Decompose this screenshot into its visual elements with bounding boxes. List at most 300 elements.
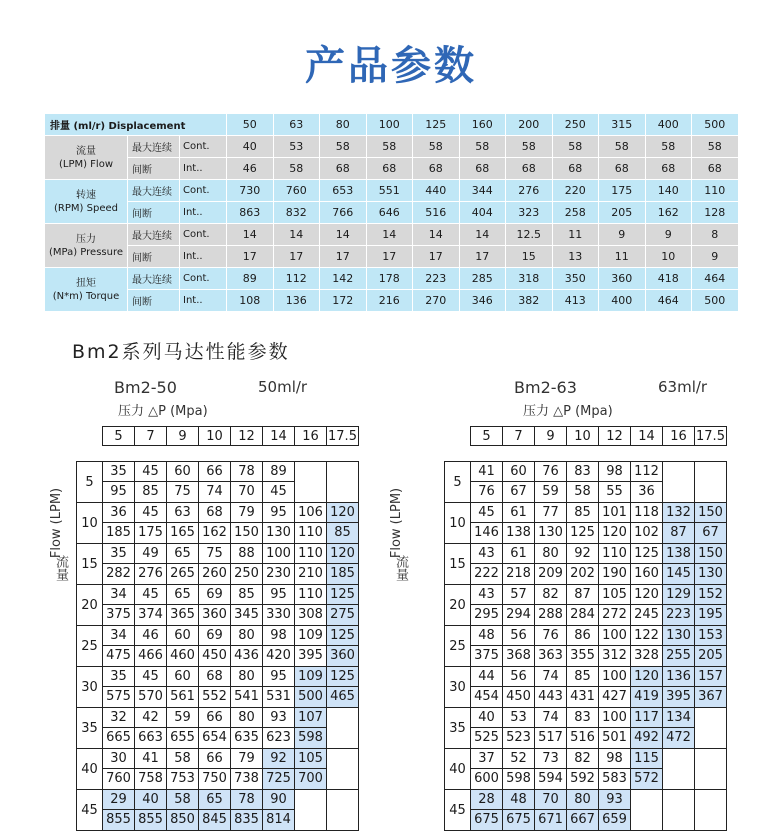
spec-cell: 14	[366, 224, 413, 246]
torque-value: 65	[199, 790, 230, 810]
speed-value: 395	[298, 648, 323, 663]
grid-cell	[503, 749, 535, 790]
torque-value: 109	[295, 667, 326, 687]
displacement-value: 315	[599, 114, 646, 136]
grid-cell	[135, 708, 167, 749]
speed-value: 162	[202, 525, 227, 540]
pressure-value: 14	[263, 427, 295, 446]
speed-value: 120	[602, 525, 627, 540]
grid-cell	[231, 544, 263, 585]
speed-value: 575	[106, 689, 131, 704]
grid-cell	[263, 503, 295, 544]
spec-cell: 10	[645, 246, 692, 268]
grid-cell	[199, 790, 231, 831]
grid-cell	[471, 503, 503, 544]
grid-cell	[599, 667, 631, 708]
grid-cell	[167, 708, 199, 749]
spec-cell: 270	[413, 290, 460, 312]
speed-value: 312	[602, 648, 627, 663]
spec-cell: 8	[692, 224, 739, 246]
speed-value: 623	[266, 730, 291, 745]
speed-value: 431	[570, 689, 595, 704]
grid-cell	[327, 708, 359, 749]
grid-cell	[135, 462, 167, 503]
speed-value: 492	[634, 730, 659, 745]
grid-cell	[199, 626, 231, 667]
grid-cell	[599, 708, 631, 749]
spec-cell: 766	[320, 202, 367, 224]
torque-value: 69	[199, 626, 230, 646]
spec-cell: 413	[552, 290, 599, 312]
speed-value: 202	[570, 566, 595, 581]
spec-cell: 68	[552, 158, 599, 180]
spec-cell: 17	[320, 246, 367, 268]
speed-value: 36	[638, 484, 655, 499]
spec-type-label: Cont.	[180, 136, 227, 158]
torque-value: 98	[599, 749, 630, 769]
grid-cell	[135, 626, 167, 667]
spec-cell: 350	[552, 268, 599, 290]
grid-row	[77, 544, 359, 585]
spec-row	[45, 158, 739, 180]
speed-value: 855	[138, 812, 163, 827]
torque-value: 89	[263, 462, 294, 482]
speed-value: 76	[478, 484, 495, 499]
spec-cell: 382	[506, 290, 553, 312]
speed-value	[295, 482, 326, 502]
spec-cell: 17	[459, 246, 506, 268]
spec-row	[45, 224, 739, 246]
grid-cell	[503, 667, 535, 708]
spec-cell: 53	[273, 136, 320, 158]
torque-value: 100	[599, 708, 630, 728]
speed-value: 45	[270, 484, 287, 499]
spec-cell: 9	[599, 224, 646, 246]
speed-value: 552	[202, 689, 227, 704]
grid-cell	[135, 544, 167, 585]
torque-value: 105	[295, 749, 326, 769]
speed-value: 845	[202, 812, 227, 827]
speed-value	[695, 769, 726, 789]
spec-group-label	[45, 224, 128, 268]
grid-cell	[599, 462, 631, 503]
grid-row	[77, 790, 359, 831]
grid-cell	[535, 544, 567, 585]
speed-value: 250	[234, 566, 259, 581]
grid-cell	[471, 626, 503, 667]
speed-value: 245	[634, 607, 659, 622]
torque-value: 136	[663, 667, 694, 687]
spec-group-en: (RPM) Speed	[54, 202, 118, 214]
pressure-value: 10	[567, 427, 599, 446]
torque-value: 66	[199, 462, 230, 482]
torque-value: 115	[631, 749, 662, 769]
grid-row	[77, 749, 359, 790]
speed-value: 570	[138, 689, 163, 704]
torque-value: 85	[231, 585, 262, 605]
grid-cell	[503, 462, 535, 503]
grid-cell	[535, 667, 567, 708]
spec-cell: 17	[273, 246, 320, 268]
torque-value: 58	[167, 749, 198, 769]
grid-cell	[135, 585, 167, 626]
spec-sub-label: 最大连续	[128, 224, 180, 246]
spec-group-cn: 流量	[76, 145, 96, 157]
torque-value: 82	[567, 749, 598, 769]
speed-value: 465	[330, 689, 355, 704]
spec-type-label: Cont.	[180, 180, 227, 202]
speed-value: 663	[138, 730, 163, 745]
torque-value: 53	[503, 708, 534, 728]
displacement-value: 400	[645, 114, 692, 136]
grid-cell	[327, 503, 359, 544]
pressure-value: 7	[135, 427, 167, 446]
torque-value: 79	[231, 749, 262, 769]
grid-cell	[567, 626, 599, 667]
torque-value: 29	[103, 790, 134, 810]
grid-cell	[695, 708, 727, 749]
performance-grid	[444, 461, 727, 831]
torque-value: 153	[695, 626, 726, 646]
spec-cell: 418	[645, 268, 692, 290]
speed-value: 541	[234, 689, 259, 704]
speed-value: 185	[106, 525, 131, 540]
grid-cell	[503, 626, 535, 667]
spec-cell: 162	[645, 202, 692, 224]
torque-value	[631, 790, 662, 810]
spec-group-cn: 转速	[76, 189, 96, 201]
speed-value: 395	[666, 689, 691, 704]
performance-grid	[76, 461, 359, 831]
flow-value: 45	[445, 790, 471, 831]
spec-type-label: Int..	[180, 202, 227, 224]
speed-value: 598	[506, 771, 531, 786]
grid-cell	[327, 585, 359, 626]
spec-cell: 142	[320, 268, 367, 290]
spec-cell: 730	[227, 180, 274, 202]
pressure-axis-label: 压力 △P (Mpa)	[523, 404, 613, 419]
grid-cell	[535, 585, 567, 626]
speed-value: 454	[474, 689, 499, 704]
spec-sub-label: 最大连续	[128, 136, 180, 158]
grid-cell	[503, 708, 535, 749]
torque-value: 76	[535, 626, 566, 646]
spec-cell: 9	[692, 246, 739, 268]
spec-cell: 58	[552, 136, 599, 158]
grid-cell	[167, 503, 199, 544]
grid-row	[445, 462, 727, 503]
spec-cell: 464	[645, 290, 692, 312]
torque-value: 78	[231, 462, 262, 482]
torque-value: 93	[599, 790, 630, 810]
speed-value: 598	[298, 730, 323, 745]
speed-value: 230	[266, 566, 291, 581]
grid-cell	[471, 708, 503, 749]
grid-cell	[263, 667, 295, 708]
displacement-value: 250	[552, 114, 599, 136]
torque-value: 134	[663, 708, 694, 728]
flow-value: 10	[77, 503, 103, 544]
torque-value: 83	[567, 462, 598, 482]
torque-value: 125	[327, 667, 358, 687]
spec-row	[45, 268, 739, 290]
spec-cell: 58	[599, 136, 646, 158]
spec-cell: 40	[227, 136, 274, 158]
torque-value: 152	[695, 585, 726, 605]
torque-value: 92	[263, 749, 294, 769]
grid-row	[445, 544, 727, 585]
speed-value: 218	[506, 566, 531, 581]
grid-row	[445, 503, 727, 544]
pressure-value: 12	[599, 427, 631, 446]
speed-value: 74	[206, 484, 223, 499]
speed-value: 355	[570, 648, 595, 663]
speed-value	[327, 810, 358, 830]
grid-cell	[503, 503, 535, 544]
grid-cell	[663, 503, 695, 544]
speed-value: 150	[234, 525, 259, 540]
torque-value: 87	[567, 585, 598, 605]
torque-value: 61	[503, 503, 534, 523]
grid-cell	[535, 708, 567, 749]
flow-value: 40	[445, 749, 471, 790]
torque-value: 107	[295, 708, 326, 728]
grid-cell	[327, 626, 359, 667]
displacement-value: 500	[692, 114, 739, 136]
grid-cell	[663, 708, 695, 749]
speed-value: 185	[330, 566, 355, 581]
pressure-value: 12	[231, 427, 263, 446]
flow-axis-cn: 流量	[53, 555, 68, 581]
grid-row	[77, 585, 359, 626]
torque-value: 45	[135, 585, 166, 605]
speed-value: 75	[174, 484, 191, 499]
grid-cell	[695, 503, 727, 544]
grid-cell	[631, 667, 663, 708]
speed-value: 95	[110, 484, 127, 499]
grid-cell	[599, 503, 631, 544]
grid-cell	[567, 749, 599, 790]
torque-value: 109	[295, 626, 326, 646]
grid-cell	[167, 462, 199, 503]
grid-cell	[263, 708, 295, 749]
grid-cell	[167, 626, 199, 667]
torque-value: 43	[471, 585, 502, 605]
grid-cell	[167, 667, 199, 708]
grid-cell	[695, 626, 727, 667]
speed-value: 450	[202, 648, 227, 663]
torque-value	[295, 462, 326, 482]
speed-value: 67	[510, 484, 527, 499]
displacement-value: 50	[227, 114, 274, 136]
flow-axis-text: Flow (LPM)	[389, 487, 404, 559]
grid-cell	[231, 503, 263, 544]
speed-value: 282	[106, 566, 131, 581]
flow-value: 20	[445, 585, 471, 626]
grid-cell	[199, 462, 231, 503]
spec-cell: 108	[227, 290, 274, 312]
spec-cell: 68	[320, 158, 367, 180]
flow-value: 30	[445, 667, 471, 708]
torque-value: 86	[567, 626, 598, 646]
spec-group-label	[45, 136, 128, 180]
grid-cell	[295, 544, 327, 585]
spec-cell: 360	[599, 268, 646, 290]
speed-value: 360	[202, 607, 227, 622]
displacement-value: 200	[506, 114, 553, 136]
torque-value: 98	[599, 462, 630, 482]
torque-value: 63	[167, 503, 198, 523]
grid-cell	[199, 667, 231, 708]
grid-cell	[695, 749, 727, 790]
torque-value: 130	[663, 626, 694, 646]
flow-value: 15	[77, 544, 103, 585]
section-subtitle: Bm2系列马达性能参数	[72, 341, 290, 363]
torque-value: 132	[663, 503, 694, 523]
grid-cell	[263, 585, 295, 626]
spec-cell: 12.5	[506, 224, 553, 246]
displacement-value: 160	[459, 114, 506, 136]
spec-cell: 653	[320, 180, 367, 202]
flow-value: 40	[77, 749, 103, 790]
grid-cell	[263, 462, 295, 503]
torque-value: 42	[135, 708, 166, 728]
torque-value: 120	[631, 667, 662, 687]
spec-header-row	[45, 114, 739, 136]
spec-cell: 172	[320, 290, 367, 312]
torque-value: 74	[535, 667, 566, 687]
flow-value: 5	[445, 462, 471, 503]
spec-cell: 344	[459, 180, 506, 202]
spec-cell: 89	[227, 268, 274, 290]
speed-value	[695, 728, 726, 748]
grid-cell	[327, 667, 359, 708]
torque-value: 57	[503, 585, 534, 605]
grid-cell	[663, 749, 695, 790]
spec-cell: 205	[599, 202, 646, 224]
speed-value: 725	[266, 771, 291, 786]
torque-value: 80	[567, 790, 598, 810]
torque-value: 61	[503, 544, 534, 564]
grid-cell	[471, 462, 503, 503]
speed-value: 525	[474, 730, 499, 745]
speed-value	[663, 810, 694, 830]
speed-value	[327, 482, 358, 502]
speed-value: 59	[542, 484, 559, 499]
spec-row	[45, 136, 739, 158]
spec-cell: 14	[459, 224, 506, 246]
speed-value: 655	[170, 730, 195, 745]
grid-cell	[295, 585, 327, 626]
torque-value	[327, 790, 358, 810]
speed-value: 308	[298, 607, 323, 622]
torque-value: 118	[631, 503, 662, 523]
torque-value: 65	[167, 585, 198, 605]
spec-row	[45, 202, 739, 224]
torque-value: 120	[327, 503, 358, 523]
spec-type-label: Int..	[180, 158, 227, 180]
torque-value: 138	[663, 544, 694, 564]
torque-value: 44	[471, 667, 502, 687]
grid-cell	[599, 544, 631, 585]
torque-value: 45	[135, 503, 166, 523]
speed-value: 419	[634, 689, 659, 704]
spec-cell: 140	[645, 180, 692, 202]
spec-cell: 17	[413, 246, 460, 268]
speed-value: 102	[634, 525, 659, 540]
speed-value	[295, 810, 326, 830]
spec-group-cn: 扭矩	[76, 277, 96, 289]
grid-row	[77, 667, 359, 708]
speed-value: 855	[106, 812, 131, 827]
torque-value: 69	[199, 585, 230, 605]
torque-value: 45	[471, 503, 502, 523]
speed-value: 443	[538, 689, 563, 704]
speed-value: 130	[538, 525, 563, 540]
spec-group-cn: 压力	[76, 233, 96, 245]
speed-value: 160	[634, 566, 659, 581]
torque-value: 35	[103, 544, 134, 564]
spec-cell: 178	[366, 268, 413, 290]
speed-value: 835	[234, 812, 259, 827]
grid-cell	[663, 544, 695, 585]
speed-value: 753	[170, 771, 195, 786]
torque-value: 112	[631, 462, 662, 482]
grid-cell	[295, 503, 327, 544]
spec-type-label: Int..	[180, 290, 227, 312]
pressure-value: 5	[103, 427, 135, 446]
pressure-header	[470, 426, 727, 446]
speed-value: 276	[138, 566, 163, 581]
torque-value: 28	[471, 790, 502, 810]
torque-value: 58	[167, 790, 198, 810]
torque-value: 74	[535, 708, 566, 728]
spec-cell: 14	[227, 224, 274, 246]
spec-cell: 46	[227, 158, 274, 180]
speed-value	[327, 728, 358, 748]
grid-cell	[695, 790, 727, 831]
pressure-value: 9	[167, 427, 199, 446]
grid-cell	[263, 544, 295, 585]
torque-value: 95	[263, 667, 294, 687]
torque-value: 117	[631, 708, 662, 728]
grid-cell	[103, 462, 135, 503]
grid-cell	[199, 708, 231, 749]
spec-group-en: (MPa) Pressure	[48, 246, 124, 258]
spec-cell: 500	[692, 290, 739, 312]
grid-cell	[167, 544, 199, 585]
grid-cell	[199, 544, 231, 585]
grid-cell	[599, 585, 631, 626]
torque-value: 110	[599, 544, 630, 564]
spec-cell: 318	[506, 268, 553, 290]
speed-value: 255	[666, 648, 691, 663]
spec-cell: 58	[273, 158, 320, 180]
speed-value: 209	[538, 566, 563, 581]
flow-axis-label	[389, 467, 413, 607]
torque-value: 150	[695, 503, 726, 523]
flow-value: 35	[445, 708, 471, 749]
spec-sub-label: 间断	[128, 202, 180, 224]
spec-sub-label: 间断	[128, 246, 180, 268]
speed-value: 175	[138, 525, 163, 540]
grid-cell	[167, 749, 199, 790]
displacement-label: 排量 (ml/r) Displacement	[45, 114, 227, 136]
grid-cell	[199, 585, 231, 626]
torque-value: 70	[535, 790, 566, 810]
grid-cell	[471, 667, 503, 708]
grid-cell	[471, 749, 503, 790]
